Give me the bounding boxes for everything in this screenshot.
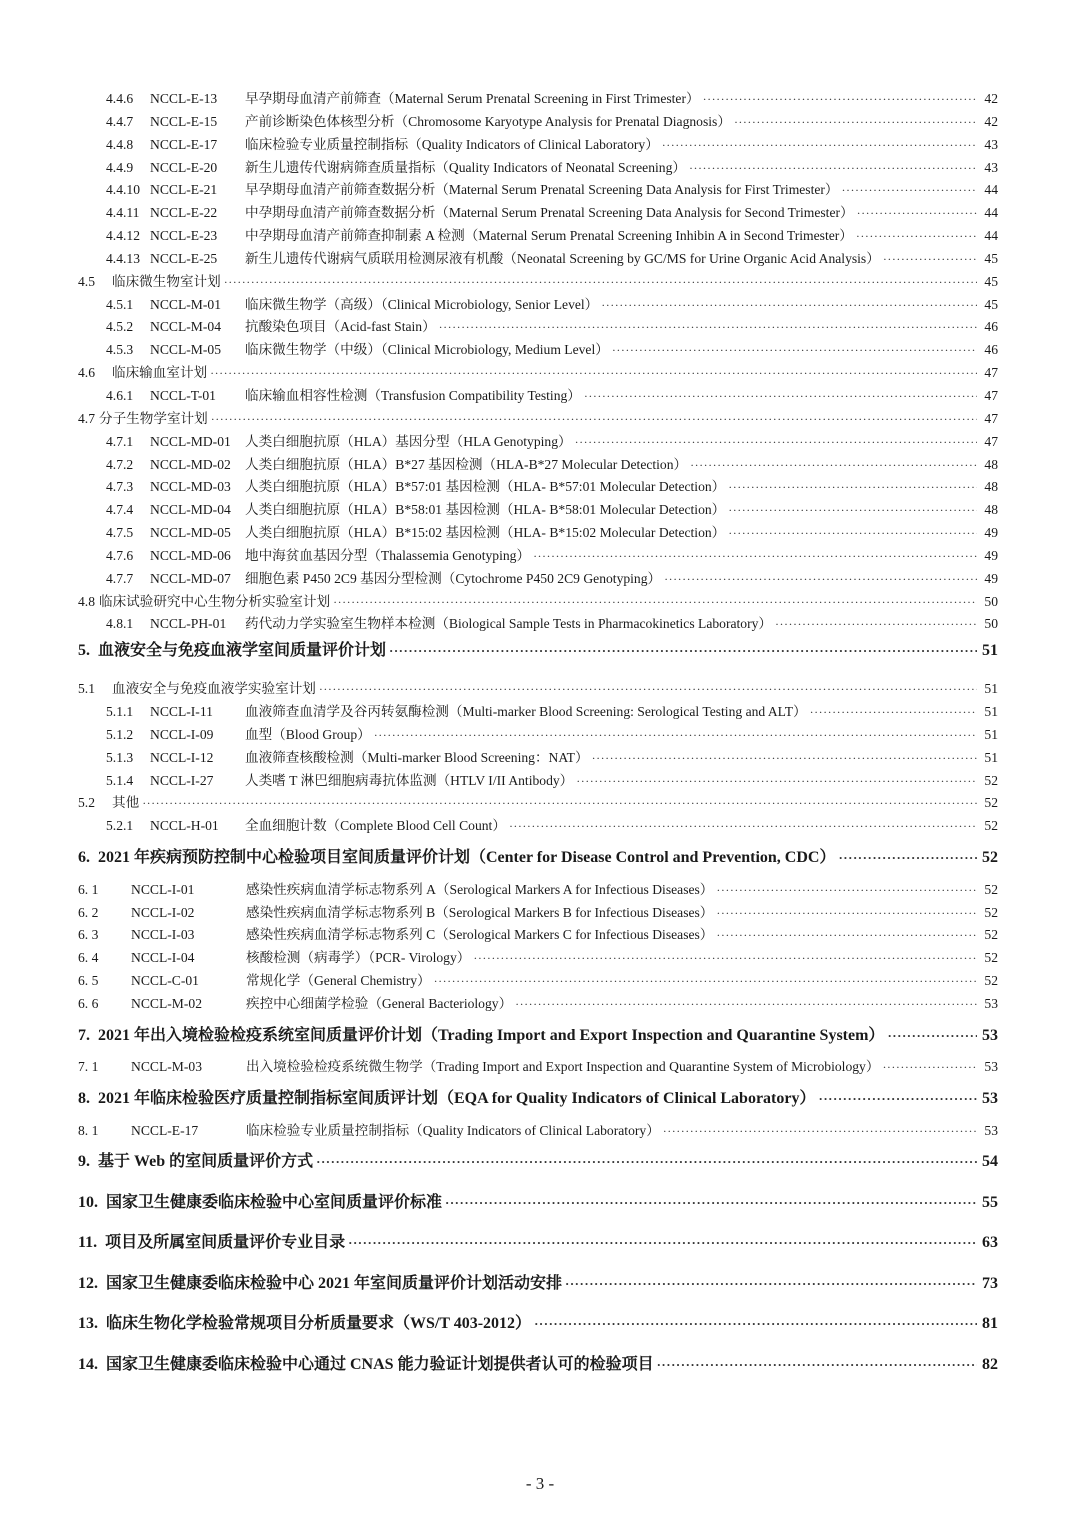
toc-entry-page: 51 xyxy=(984,704,998,720)
toc-entry-title: 2021 年疾病预防控制中心检验项目室间质量评价计划（Center for Disease Control and Prevention, CDC） xyxy=(98,849,836,867)
toc-entry[interactable] xyxy=(78,591,998,614)
toc-entry-code: NCCL-I-09 xyxy=(150,726,214,742)
toc-entry-page: 52 xyxy=(984,950,998,966)
toc-entry[interactable] xyxy=(78,339,998,362)
toc-entry-page: 51 xyxy=(982,642,998,660)
dot-leader xyxy=(775,613,977,636)
toc-entry[interactable] xyxy=(78,545,998,568)
toc-entry-page: 52 xyxy=(984,772,998,788)
toc-entry-page: 81 xyxy=(982,1315,998,1333)
dot-leader xyxy=(728,499,977,522)
toc-entry-title: 感染性疾病血清学标志物系列 A（Serological Markers A for Infectious Diseases） xyxy=(246,881,714,897)
toc-entry-title: 人类白细胞抗原（HLA）基因分型（HLA Genotyping） xyxy=(245,433,572,449)
toc-entry-number: 5.1 xyxy=(78,681,95,697)
toc-entry-page: 53 xyxy=(984,1122,998,1138)
toc-entry-number: 8. xyxy=(78,1090,90,1108)
dot-leader xyxy=(883,248,977,271)
dot-leader xyxy=(389,636,977,666)
dot-leader xyxy=(690,454,977,477)
toc-entry[interactable] xyxy=(78,568,998,591)
toc-entry-number: 5.2 xyxy=(78,795,95,811)
toc-entry[interactable] xyxy=(78,1079,998,1120)
toc-entry[interactable] xyxy=(78,499,998,522)
toc-entry xyxy=(78,666,998,678)
dot-leader xyxy=(716,902,977,925)
toc-entry-number: 4.5.3 xyxy=(106,342,134,358)
toc-entry-page: 52 xyxy=(984,818,998,834)
dot-leader xyxy=(663,1120,977,1143)
dot-leader xyxy=(576,770,977,793)
toc-entry-title: 新生儿遗传代谢病气质联用检测尿液有机酸（Neonatal Screening by GC/MS for Urine Organic Acid Analysis） xyxy=(245,250,880,266)
toc-entry[interactable] xyxy=(78,1142,998,1183)
toc-entry-page: 51 xyxy=(984,749,998,765)
toc-entry-title: 早孕期母血清产前筛查数据分析（Maternal Serum Prenatal Screening Data Analysis for First Trimester） xyxy=(245,182,839,198)
toc-entry[interactable] xyxy=(78,993,998,1016)
dot-leader xyxy=(689,157,977,180)
toc-entry-number: 4.4.10 xyxy=(106,182,140,198)
toc-entry[interactable] xyxy=(78,792,998,815)
toc-entry-page: 54 xyxy=(982,1153,998,1171)
toc-entry-page: 52 xyxy=(984,881,998,897)
dot-leader xyxy=(592,747,977,770)
dot-leader xyxy=(575,431,977,454)
toc-entry-title: 临床微生物学（高级）（Clinical Microbiology, Senior Level） xyxy=(245,296,599,312)
toc-entry-page: 53 xyxy=(982,1026,998,1044)
toc-entry-title: 项目及所属室间质量评价专业目录 xyxy=(105,1234,346,1252)
dot-leader xyxy=(439,316,977,339)
toc-entry-page: 52 xyxy=(984,973,998,989)
toc-entry-number: 4.7.5 xyxy=(106,525,134,541)
toc-entry[interactable] xyxy=(78,316,998,339)
toc-entry-page: 48 xyxy=(984,479,998,495)
toc-entry[interactable] xyxy=(78,613,998,636)
dot-leader xyxy=(842,179,977,202)
dot-leader xyxy=(838,838,977,879)
toc-entry-title: 中孕期母血清产前筛查抑制素 A 检测（Maternal Serum Prenatal Screening Inhibin A in Second Trimester） xyxy=(245,228,853,244)
toc-entry-code: NCCL-I-03 xyxy=(131,927,195,943)
toc-entry-page: 50 xyxy=(984,616,998,632)
toc-entry-page: 44 xyxy=(984,228,998,244)
toc-entry-code: NCCL-PH-01 xyxy=(150,616,227,632)
toc-entry-number: 4.7 xyxy=(78,410,95,426)
toc-entry-page: 73 xyxy=(982,1274,998,1292)
toc-entry-code: NCCL-M-02 xyxy=(131,995,202,1011)
toc-entry-page: 42 xyxy=(984,91,998,106)
toc-entry-page: 45 xyxy=(984,296,998,312)
toc-entry-number: 4.8.1 xyxy=(106,616,134,632)
toc-entry-number: 4.4.11 xyxy=(106,205,140,221)
toc-entry-title: 细胞色素 P450 2C9 基因分型检测（Cytochrome P450 2C9 Genotyping） xyxy=(245,570,662,586)
dot-leader xyxy=(857,202,977,225)
toc-entry-number: 11. xyxy=(78,1234,98,1252)
toc-entry-number: 6. 4 xyxy=(78,950,99,966)
toc-entry-page: 48 xyxy=(984,502,998,518)
toc-entry-number: 6. 5 xyxy=(78,973,99,989)
toc-entry-page: 53 xyxy=(984,995,998,1011)
toc-entry-number: 5.1.2 xyxy=(106,726,134,742)
toc-entry-number: 4.7.1 xyxy=(106,433,134,449)
dot-leader xyxy=(662,134,977,157)
toc-entry-page: 55 xyxy=(982,1193,998,1211)
dot-leader xyxy=(319,678,977,701)
toc-entry-title: 人类白细胞抗原（HLA）B*15:02 基因检测（HLA- B*15:02 Molecular Detection） xyxy=(245,525,726,541)
toc-entry-number: 9. xyxy=(78,1153,90,1171)
toc-entry-number: 4.4.12 xyxy=(106,228,140,244)
toc-entry[interactable] xyxy=(78,476,998,499)
toc-entry-code: NCCL-MD-04 xyxy=(150,502,231,518)
toc-entry-number: 7. xyxy=(78,1026,90,1044)
toc-entry-number: 5.2.1 xyxy=(106,818,134,834)
toc-entry-code: NCCL-I-01 xyxy=(131,881,195,897)
toc-entry[interactable] xyxy=(78,1223,998,1264)
dot-leader xyxy=(210,362,977,385)
toc-entry-title: 全血细胞计数（Complete Blood Cell Count） xyxy=(245,818,506,834)
toc-entry-title: 国家卫生健康委临床检验中心 2021 年室间质量评价计划活动安排 xyxy=(106,1274,563,1292)
toc-entry-page: 82 xyxy=(982,1355,998,1373)
toc-entry-title: 临床检验专业质量控制指标（Quality Indicators of Clinical Laboratory） xyxy=(245,136,659,152)
toc-entry-title: 出入境检验检疫系统微生物学（Trading Import and Export Inspection and Quarantine System of Microbiology） xyxy=(246,1059,880,1075)
toc-entry-page: 52 xyxy=(984,927,998,943)
toc-entry-number: 7. 1 xyxy=(78,1059,99,1075)
toc-entry-code: NCCL-E-23 xyxy=(150,228,218,244)
dot-leader xyxy=(728,522,977,545)
toc-entry[interactable] xyxy=(78,724,998,747)
toc-entry-page: 46 xyxy=(984,342,998,358)
toc-entry[interactable] xyxy=(78,815,998,838)
toc-entry-code: NCCL-E-17 xyxy=(131,1122,199,1138)
toc-entry[interactable] xyxy=(78,1304,998,1345)
toc-entry-page: 52 xyxy=(984,795,998,811)
toc-entry-title: 血液筛查核酸检测（Multi-marker Blood Screening：NAT） xyxy=(245,749,589,765)
toc-entry-page: 47 xyxy=(984,365,998,381)
toc-entry[interactable] xyxy=(78,454,998,477)
toc-entry-page: 51 xyxy=(984,726,998,742)
toc-entry[interactable] xyxy=(78,1016,998,1057)
toc-entry[interactable] xyxy=(78,1183,998,1224)
toc-entry[interactable] xyxy=(78,294,998,317)
dot-leader xyxy=(534,1304,977,1345)
toc-entry-page: 45 xyxy=(984,250,998,266)
toc-entry-title: 药代动力学实验室生物样本检测（Biological Sample Tests in Pharmacokinetics Laboratory） xyxy=(245,616,772,632)
toc-entry-page: 51 xyxy=(984,681,998,697)
toc-entry[interactable] xyxy=(78,111,998,134)
page-number: - 3 - xyxy=(525,1474,555,1493)
toc-entry-code: NCCL-M-03 xyxy=(131,1059,202,1075)
dot-leader xyxy=(703,88,977,111)
toc-entry-code: NCCL-I-27 xyxy=(150,772,214,788)
toc-entry-title: 血液安全与免疫血液学实验室计划 xyxy=(112,681,316,697)
toc-entry-number: 4.4.6 xyxy=(106,91,134,106)
toc-entry-number: 13. xyxy=(78,1315,98,1333)
toc-entry-title: 人类白细胞抗原（HLA）B*27 基因检测（HLA-B*27 Molecular Detection） xyxy=(245,456,688,472)
dot-leader xyxy=(716,879,977,902)
toc-entry-page: 42 xyxy=(984,113,998,129)
toc-entry-title: 核酸检测（病毒学）（PCR- Virology） xyxy=(246,950,471,966)
toc-entry-page: 50 xyxy=(984,593,998,609)
toc-entry-code: NCCL-E-22 xyxy=(150,205,218,221)
toc-entry[interactable] xyxy=(78,902,998,925)
toc-entry-number: 5. xyxy=(78,642,90,660)
toc-entry-page: 46 xyxy=(984,319,998,335)
toc-entry[interactable] xyxy=(78,838,998,879)
dot-leader xyxy=(716,924,977,947)
toc-entry-page: 44 xyxy=(984,182,998,198)
toc-entry-title: 分子生物学室计划 xyxy=(99,410,208,426)
toc-entry-title: 国家卫生健康委临床检验中心通过 CNAS 能力验证计划提供者认可的检验项目 xyxy=(106,1355,654,1373)
toc-entry-page: 52 xyxy=(984,904,998,920)
toc-entry-code: NCCL-M-05 xyxy=(150,342,221,358)
dot-leader xyxy=(810,701,977,724)
toc-entry-page: 49 xyxy=(984,525,998,541)
dot-leader xyxy=(887,1016,977,1057)
dot-leader xyxy=(601,294,977,317)
toc-entry-title: 临床输血相容性检测（Transfusion Compatibility Testing） xyxy=(245,387,581,403)
toc-entry-title: 临床试验研究中心生物分析实验室计划 xyxy=(99,593,331,609)
toc-entry-page: 49 xyxy=(984,570,998,586)
toc-entry[interactable] xyxy=(78,248,998,271)
toc-entry-title: 其他 xyxy=(112,795,140,811)
toc-entry-number: 12. xyxy=(78,1274,98,1292)
toc-entry-code: NCCL-I-11 xyxy=(150,704,213,720)
toc-entry-title: 感染性疾病血清学标志物系列 C（Serological Markers C for Infectious Diseases） xyxy=(246,927,714,943)
toc-entry-number: 4.5.2 xyxy=(106,319,134,335)
toc-entry-number: 4.7.3 xyxy=(106,479,134,495)
toc-entry-number: 4.8 xyxy=(78,593,95,609)
toc-entry-code: NCCL-MD-07 xyxy=(150,570,231,586)
toc-entry-code: NCCL-M-04 xyxy=(150,319,221,335)
toc-entry-code: NCCL-E-17 xyxy=(150,136,218,152)
toc-entry[interactable] xyxy=(78,947,998,970)
toc-entry-title: 人类白细胞抗原（HLA）B*58:01 基因检测（HLA- B*58:01 Molecular Detection） xyxy=(245,502,726,518)
toc-entry-page: 47 xyxy=(984,387,998,403)
toc-entry-number: 4.7.7 xyxy=(106,570,134,586)
toc-entry-title: 地中海贫血基因分型（Thalassemia Genotyping） xyxy=(245,547,531,563)
dot-leader xyxy=(515,993,977,1016)
toc-entry-number: 4.5 xyxy=(78,273,95,289)
toc-entry-title: 早孕期母血清产前筛查（Maternal Serum Prenatal Screening in First Trimester） xyxy=(245,91,700,106)
toc-entry-number: 5.1.3 xyxy=(106,749,134,765)
toc-entry[interactable] xyxy=(78,271,998,294)
toc-entry[interactable] xyxy=(78,385,998,408)
toc-entry-page: 43 xyxy=(984,159,998,175)
toc-entry-number: 6. 6 xyxy=(78,995,99,1011)
dot-leader xyxy=(348,1223,977,1264)
toc-entry[interactable] xyxy=(78,924,998,947)
dot-leader xyxy=(657,1345,977,1386)
toc-entry-title: 临床生物化学检验常规项目分析质量要求（WS/T 403-2012） xyxy=(106,1315,532,1333)
toc-entry-title: 感染性疾病血清学标志物系列 B（Serological Markers B for Infectious Diseases） xyxy=(246,904,714,920)
toc-entry[interactable] xyxy=(78,408,998,431)
toc-entry-title: 基于 Web 的室间质量评价方式 xyxy=(98,1153,314,1171)
toc-entry-title: 血型（Blood Group） xyxy=(245,726,371,742)
toc-entry-title: 产前诊断染色体核型分析（Chromosome Karyotype Analysis for Prenatal Diagnosis） xyxy=(245,113,731,129)
dot-leader xyxy=(882,1056,977,1079)
toc-entry[interactable] xyxy=(78,747,998,770)
toc-entry-number: 10. xyxy=(78,1193,98,1211)
toc-entry-code: NCCL-E-20 xyxy=(150,159,218,175)
toc-entry[interactable] xyxy=(78,202,998,225)
toc-entry[interactable] xyxy=(78,770,998,793)
toc-entry-code: NCCL-I-02 xyxy=(131,904,195,920)
toc-entry-number: 5.1.1 xyxy=(106,704,134,720)
toc-entry[interactable] xyxy=(78,157,998,180)
toc-entry-title: 2021 年出入境检验检疫系统室间质量评价计划（Trading Import and Export Inspection and Quarantine System） xyxy=(98,1026,885,1044)
dot-leader xyxy=(565,1264,977,1305)
dot-leader xyxy=(434,970,977,993)
toc-entry-code: NCCL-E-25 xyxy=(150,250,218,266)
toc-entry-number: 4.7.4 xyxy=(106,502,134,518)
toc-entry-number: 4.4.8 xyxy=(106,136,134,152)
toc-entry-title: 临床检验专业质量控制指标（Quality Indicators of Clinical Laboratory） xyxy=(246,1122,660,1138)
dot-leader xyxy=(374,724,977,747)
toc-entry-title: 临床输血室计划 xyxy=(112,365,208,381)
toc-entry-title: 新生儿遗传代谢病筛查质量指标（Quality Indicators of Neonatal Screening） xyxy=(245,159,686,175)
toc-entry[interactable] xyxy=(78,1264,998,1305)
toc-entry[interactable] xyxy=(78,1056,998,1079)
toc-entry-page: 63 xyxy=(982,1234,998,1252)
toc-entry-title: 2021 年临床检验医疗质量控制指标室间质评计划（EQA for Quality Indicators of Clinical Laboratory） xyxy=(98,1090,816,1108)
toc-entry-number: 14. xyxy=(78,1355,98,1373)
toc-entry-page: 47 xyxy=(984,433,998,449)
toc-entry-title: 中孕期母血清产前筛查数据分析（Maternal Serum Prenatal Screening Data Analysis for Second Trimester） xyxy=(245,205,854,221)
dot-leader xyxy=(509,815,977,838)
toc-entry-number: 4.6.1 xyxy=(106,387,134,403)
toc-entry-number: 6. 3 xyxy=(78,927,99,943)
toc-entry-code: NCCL-I-12 xyxy=(150,749,214,765)
toc-entry-code: NCCL-E-21 xyxy=(150,182,218,198)
toc-entry-number: 5.1.4 xyxy=(106,772,134,788)
toc-entry-code: NCCL-MD-06 xyxy=(150,547,231,563)
toc-entry-code: NCCL-MD-02 xyxy=(150,456,231,472)
dot-leader xyxy=(819,1079,978,1120)
toc-entry-page: 47 xyxy=(984,410,998,426)
table-of-contents xyxy=(78,88,998,1385)
dot-leader xyxy=(728,476,977,499)
dot-leader xyxy=(856,225,977,248)
toc-entry-number: 4.7.2 xyxy=(106,456,134,472)
toc-entry-title: 人类白细胞抗原（HLA）B*57:01 基因检测（HLA- B*57:01 Molecular Detection） xyxy=(245,479,726,495)
toc-entry[interactable] xyxy=(78,431,998,454)
toc-entry[interactable] xyxy=(78,879,998,902)
toc-entry-code: NCCL-MD-01 xyxy=(150,433,231,449)
toc-entry[interactable] xyxy=(78,362,998,385)
toc-entry-title: 临床微生物学（中级）（Clinical Microbiology, Medium Level） xyxy=(245,342,609,358)
toc-entry[interactable] xyxy=(78,88,998,111)
dot-leader xyxy=(445,1183,977,1224)
toc-entry-code: NCCL-H-01 xyxy=(150,818,219,834)
toc-entry-number: 6. xyxy=(78,849,90,867)
toc-entry-page: 53 xyxy=(984,1059,998,1075)
toc-entry-page: 53 xyxy=(982,1090,998,1108)
toc-entry-number: 6. 1 xyxy=(78,881,99,897)
toc-entry-number: 4.7.6 xyxy=(106,547,134,563)
toc-entry-page: 44 xyxy=(984,205,998,221)
toc-entry-page: 45 xyxy=(984,273,998,289)
toc-entry[interactable] xyxy=(78,970,998,993)
dot-leader xyxy=(142,792,977,815)
dot-leader xyxy=(533,545,977,568)
toc-entry-number: 8. 1 xyxy=(78,1122,99,1138)
toc-entry-page: 48 xyxy=(984,456,998,472)
toc-entry-code: NCCL-T-01 xyxy=(150,387,216,403)
dot-leader xyxy=(211,408,977,431)
toc-entry-number: 6. 2 xyxy=(78,904,99,920)
dot-leader xyxy=(333,591,977,614)
toc-entry[interactable] xyxy=(78,522,998,545)
toc-entry-title: 血液筛查血清学及谷丙转氨酶检测（Multi-marker Blood Screening: Serological Testing and ALT） xyxy=(245,704,807,720)
toc-entry-code: NCCL-MD-05 xyxy=(150,525,231,541)
toc-entry-title: 血液安全与免疫血液学室间质量评价计划 xyxy=(98,642,387,660)
toc-entry-number: 4.6 xyxy=(78,365,95,381)
toc-entry-title: 疾控中心细菌学检验（General Bacteriology） xyxy=(246,995,513,1011)
toc-entry-code: NCCL-I-04 xyxy=(131,950,195,966)
toc-entry[interactable] xyxy=(78,1120,998,1143)
toc-entry-number: 4.4.13 xyxy=(106,250,140,266)
toc-entry-page: 43 xyxy=(984,136,998,152)
toc-entry[interactable] xyxy=(78,1345,998,1386)
dot-leader xyxy=(224,271,977,294)
dot-leader xyxy=(316,1142,977,1183)
toc-entry[interactable] xyxy=(78,678,998,701)
toc-entry[interactable] xyxy=(78,179,998,202)
toc-entry[interactable] xyxy=(78,636,998,666)
toc-entry-number: 4.5.1 xyxy=(106,296,134,312)
toc-entry-code: NCCL-M-01 xyxy=(150,296,221,312)
toc-entry-number: 4.4.7 xyxy=(106,113,134,129)
toc-entry[interactable] xyxy=(78,225,998,248)
toc-entry[interactable] xyxy=(78,134,998,157)
toc-entry-title: 抗酸染色项目（Acid-fast Stain） xyxy=(245,319,436,335)
dot-leader xyxy=(664,568,977,591)
toc-entry-title: 人类嗜 T 淋巴细胞病毒抗体监测（HTLV I/II Antibody） xyxy=(245,772,574,788)
toc-entry-code: NCCL-C-01 xyxy=(131,973,199,989)
dot-leader xyxy=(584,385,977,408)
dot-leader xyxy=(734,111,977,134)
dot-leader xyxy=(473,947,977,970)
toc-entry-page: 52 xyxy=(982,849,998,867)
toc-entry-title: 常规化学（General Chemistry） xyxy=(246,973,431,989)
toc-entry-code: NCCL-MD-03 xyxy=(150,479,231,495)
toc-entry-page: 49 xyxy=(984,547,998,563)
toc-entry-code: NCCL-E-15 xyxy=(150,113,218,129)
toc-entry-code: NCCL-E-13 xyxy=(150,91,218,106)
toc-entry-title: 临床微生物室计划 xyxy=(112,273,221,289)
toc-entry-number: 4.4.9 xyxy=(106,159,134,175)
toc-entry[interactable] xyxy=(78,701,998,724)
dot-leader xyxy=(612,339,977,362)
toc-entry-title: 国家卫生健康委临床检验中心室间质量评价标准 xyxy=(106,1193,443,1211)
